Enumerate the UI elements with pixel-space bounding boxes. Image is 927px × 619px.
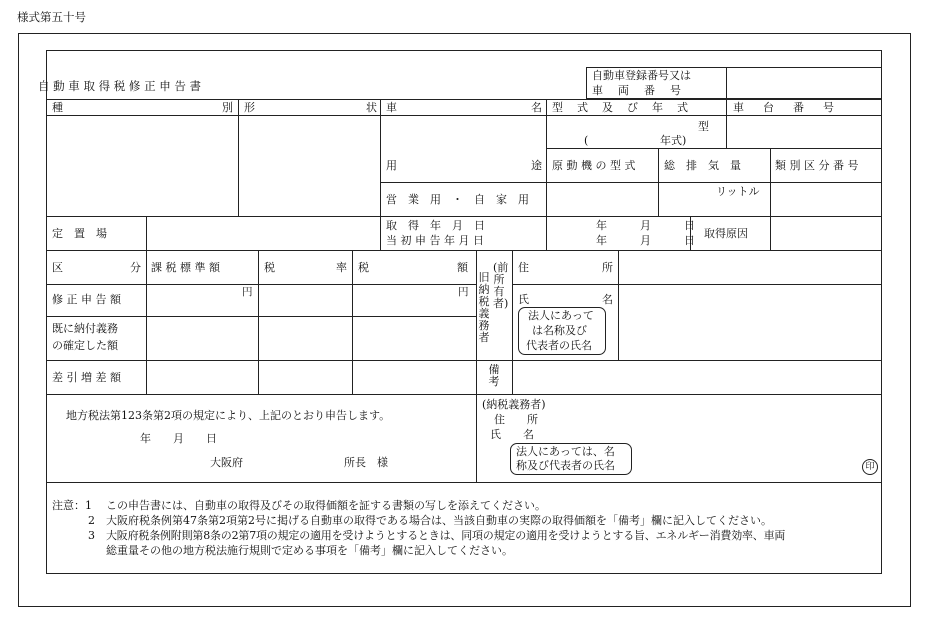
corporation-note-1: 法人にあって — [528, 309, 594, 322]
revised-amount-label: 修 正 申 告 額 — [52, 293, 121, 306]
initial-filing-date-label: 当 初 申 告 年 月 日 — [386, 234, 484, 247]
location-label: 定 置 場 — [52, 227, 107, 240]
initial-filing-date-ymd: 年 月 日 — [596, 234, 695, 247]
yen-unit-tax: 円 — [458, 286, 469, 298]
taxpayer-corporation-note-1: 法人にあっては、名 — [516, 445, 615, 458]
acquisition-reason-label: 取得原因 — [704, 227, 748, 240]
displacement-header: 総 排 気 量 — [664, 159, 741, 172]
tax-rate-header-2: 率 — [336, 261, 347, 274]
form-title: 自 動 車 取 得 税 修 正 申 告 書 — [38, 79, 202, 93]
liter-unit: リットル — [716, 185, 760, 198]
header-type: 種 — [52, 101, 63, 114]
tax-rate-header: 税 — [264, 261, 275, 274]
corporation-note-2: は名称及び — [532, 324, 587, 337]
class-number-header: 類 別 区 分 番 号 — [775, 159, 859, 172]
note-2-number: 2 — [88, 514, 95, 527]
header-shape-2: 状 — [366, 101, 377, 114]
address-label-2: 所 — [602, 261, 613, 274]
registration-label-2: 車 両 番 号 — [592, 84, 683, 97]
declaration-date: 年 月 日 — [140, 432, 217, 445]
osaka-prefecture: 大阪府 — [210, 456, 243, 469]
business-private-label: 営 業 用 ・ 自 家 用 — [386, 193, 529, 206]
header-type-2: 別 — [222, 101, 233, 114]
notes-label: 注意：1 — [52, 499, 92, 512]
note-2: 大阪府税条例第47条第2項第2号に掲げる自動車の取得である場合は、当該自動車の実際の取得価額を「備考」欄に記入してください。 — [106, 514, 772, 527]
header-chassis: 車 台 番 号 — [733, 101, 838, 114]
header-shape: 形 — [244, 101, 255, 114]
determined-amount-label-2: の確定した額 — [52, 339, 118, 352]
note-3b: 総重量その他の地方税法施行規則で定める事項を「備考」欄に記入してください。 — [106, 544, 513, 557]
model-open-paren: ( — [584, 134, 589, 147]
note-1: この申告書には、自動車の取得及びその取得価額を証する書類の写しを添えてください。 — [106, 499, 546, 512]
tax-amount-header: 税 — [358, 261, 369, 274]
acquisition-date-label: 取 得 年 月 日 — [386, 219, 485, 232]
difference-label: 差 引 増 差 額 — [52, 371, 121, 384]
note-3-number: 3 — [88, 529, 95, 542]
header-car-2: 名 — [531, 101, 542, 114]
name-label: 氏 — [518, 293, 529, 306]
header-car: 車 — [386, 101, 397, 114]
model-nenshiki-label: 年式) — [660, 134, 687, 147]
address-label: 住 — [518, 261, 529, 274]
tax-amount-header-2: 額 — [457, 261, 468, 274]
taxpayer-address-label: 住 所 — [494, 413, 538, 426]
header-model: 型 式 及 び 年 式 — [552, 101, 690, 114]
engine-model-header: 原 動 機 の 型 式 — [552, 159, 636, 172]
taxpayer-label: (納税義務者) — [482, 398, 546, 411]
form-number: 様式第五十号 — [17, 10, 86, 24]
remarks-label: 備考 — [488, 363, 500, 388]
acquisition-date-ymd: 年 月 日 — [596, 219, 695, 232]
taxpayer-name-label: 氏 名 — [490, 428, 534, 441]
taxpayer-corporation-note-2: 称及び代表者の氏名 — [516, 459, 615, 472]
office-director: 所長 様 — [344, 456, 388, 469]
former-taxpayer-label: 旧納税義務者 — [478, 271, 490, 344]
determined-amount-label-1: 既に納付義務 — [52, 322, 118, 335]
yen-unit-base: 円 — [242, 286, 253, 298]
use-label-2: 途 — [531, 159, 542, 172]
declaration-text: 地方税法第123条第2項の規定により、上記のとおり申告します。 — [66, 409, 391, 422]
category-label: 区 — [52, 261, 63, 274]
category-label-2: 分 — [130, 261, 141, 274]
name-label-2: 名 — [602, 293, 613, 306]
note-3a: 大阪府税条例附則第8条の2第7項の規定の適用を受けようとするときは、同項の規定の適用を受けようとする旨、エネルギー消費効率、車両 — [106, 529, 786, 542]
seal-mark: 印 — [862, 459, 878, 475]
inner-frame — [46, 50, 882, 574]
tax-base-header: 課 税 標 準 額 — [151, 261, 220, 274]
registration-label-1: 自動車登録番号又は — [592, 69, 691, 82]
corporation-note-3: 代表者の氏名 — [526, 339, 592, 352]
use-label: 用 — [386, 159, 397, 172]
former-owner-label: (前所有者) — [493, 261, 509, 310]
model-kata-label: 型 — [698, 120, 709, 133]
